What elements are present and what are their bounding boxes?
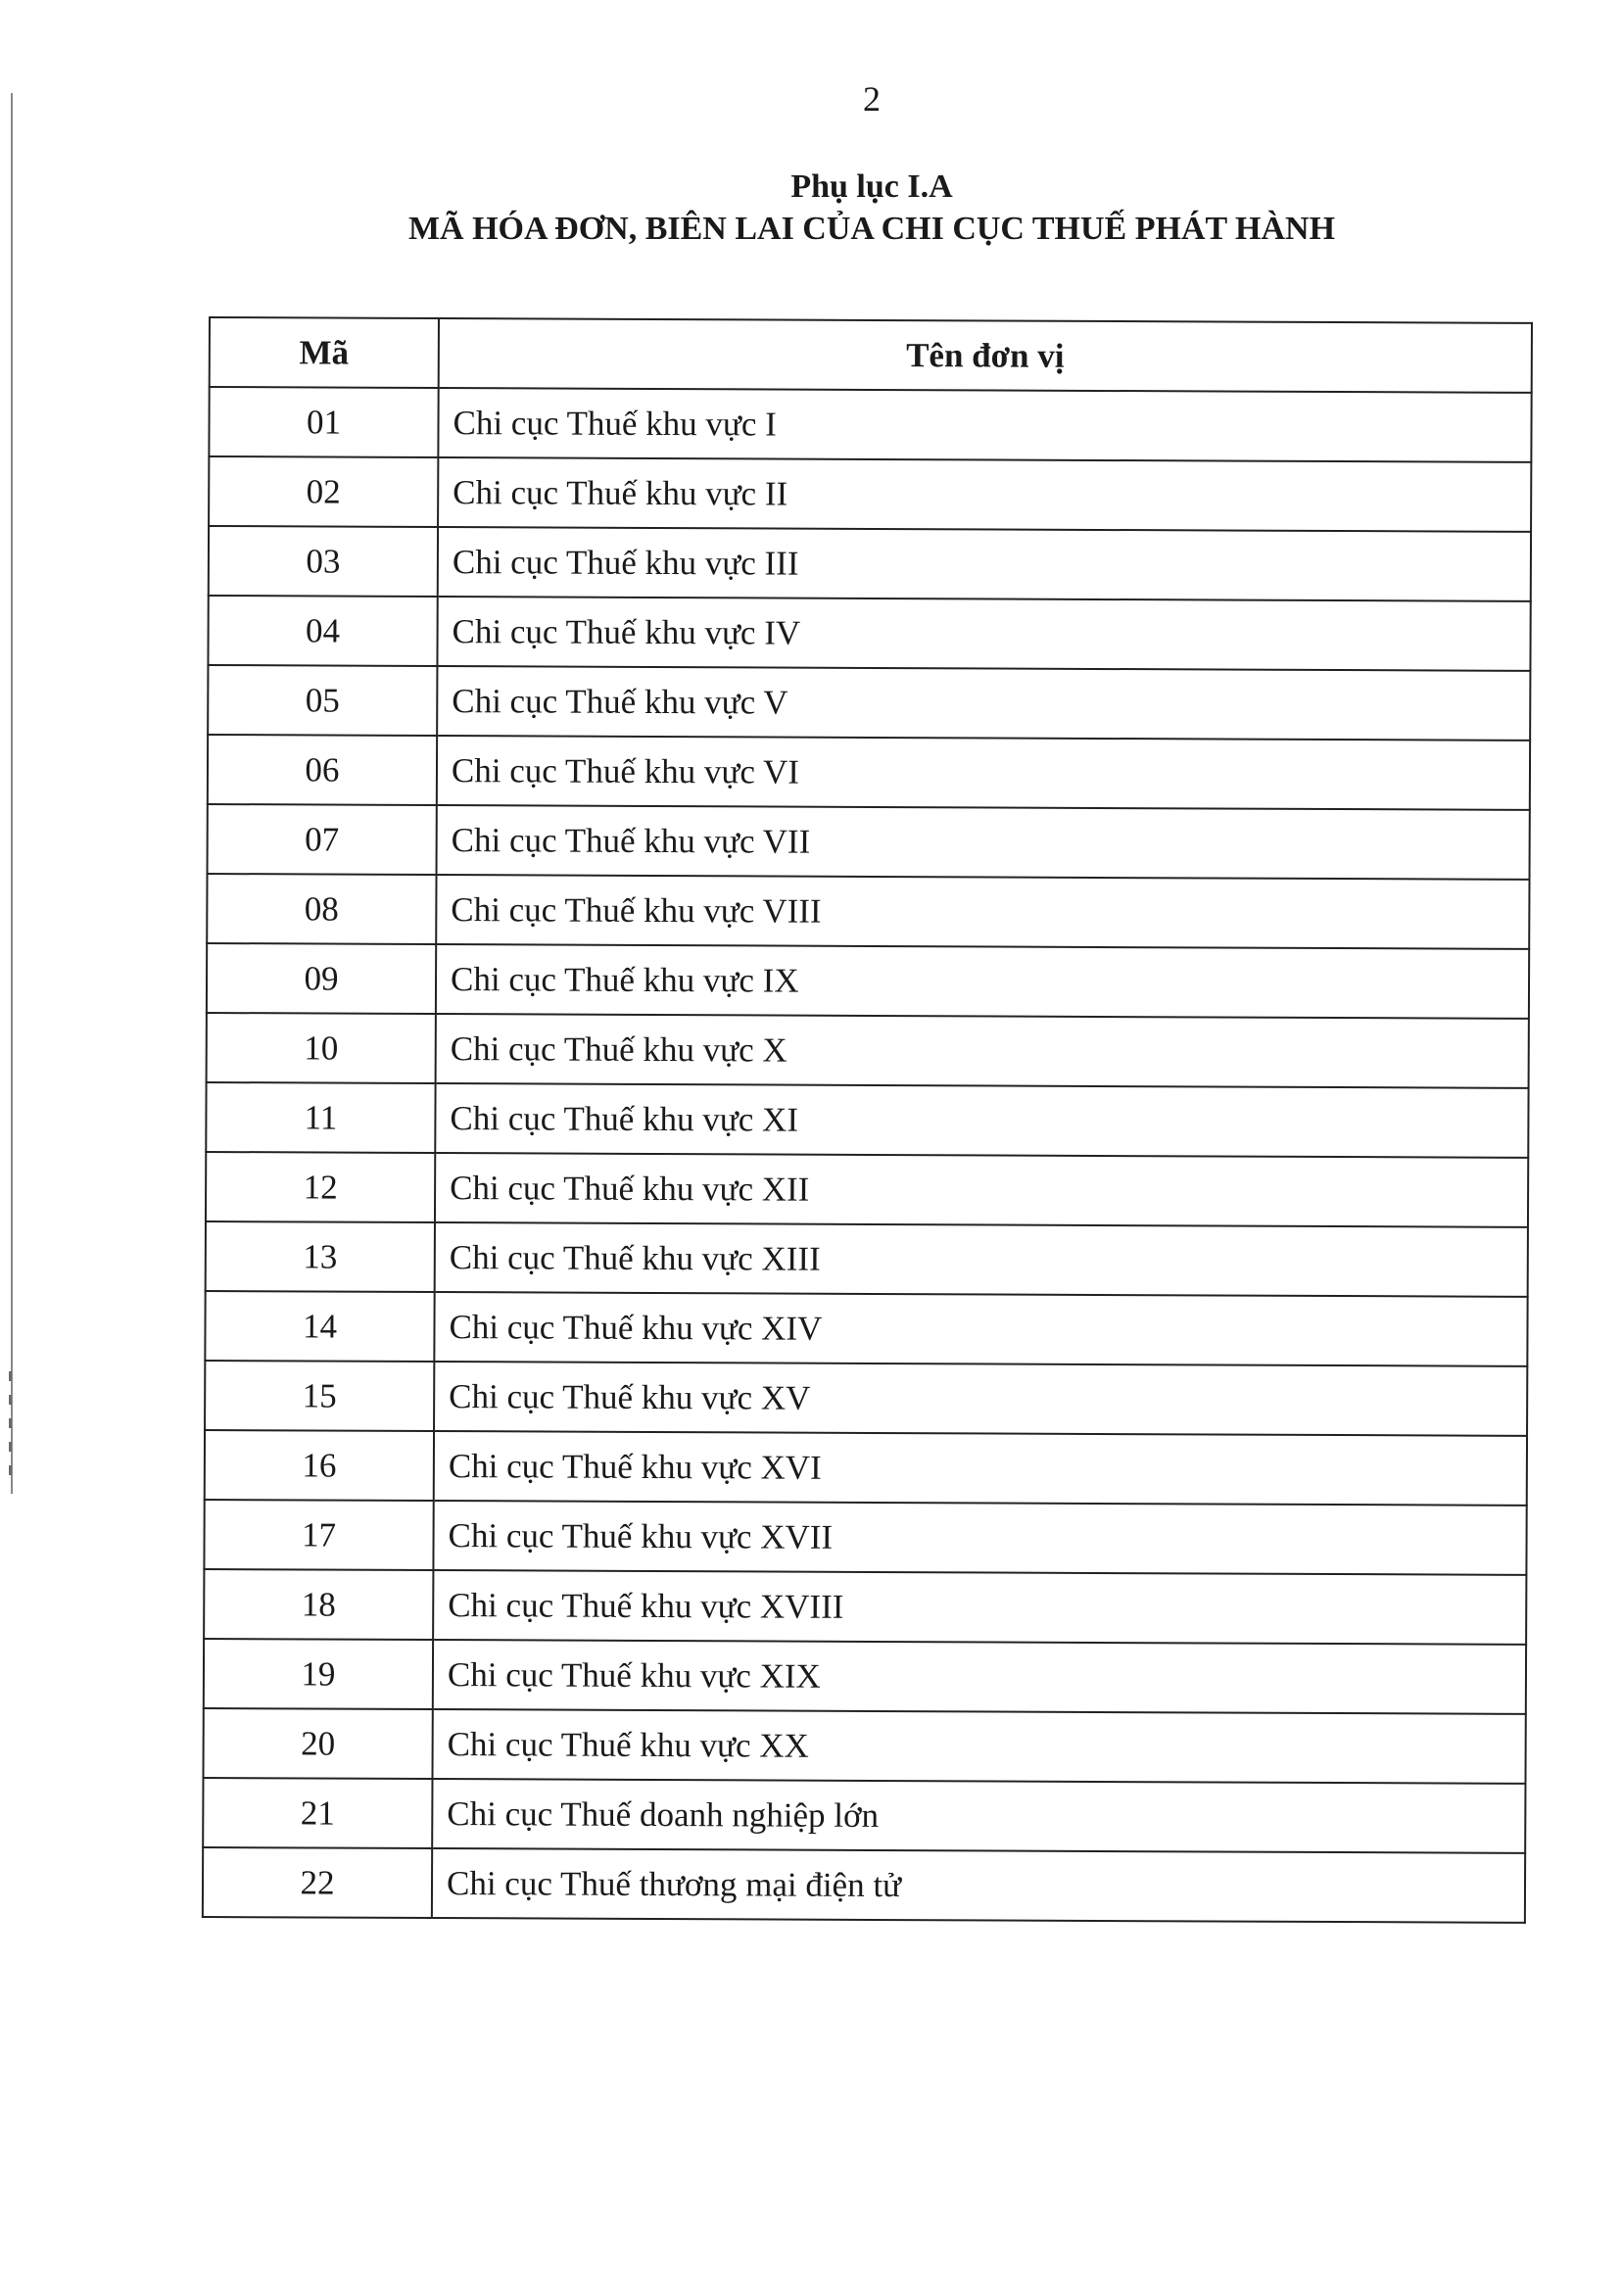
scan-margin-marks [8,1371,14,1508]
tax-office-code-table [202,316,1533,1924]
row-code-cell: 17 [204,1500,433,1570]
page-number: 2 [863,79,881,119]
row-unit-name-cell: Chi cục Thuế khu vực XX [432,1709,1525,1784]
row-code-cell: 18 [204,1569,433,1640]
row-code-cell: 07 [208,804,437,875]
row-unit-name-cell: Chi cục Thuế khu vực XI [435,1083,1528,1158]
row-code-cell: 09 [207,943,436,1014]
table-row [206,1152,1528,1227]
row-code-cell: 08 [207,874,436,944]
row-unit-name-cell: Chi cục Thuế khu vực XVI [434,1431,1527,1506]
row-unit-name-cell: Chi cục Thuế khu vực VI [437,736,1530,810]
table-row [204,1639,1526,1714]
row-code-cell: 03 [209,526,438,597]
table-row [205,1291,1527,1366]
table-row [206,1082,1528,1158]
row-unit-name-cell: Chi cục Thuế khu vực X [436,1014,1529,1088]
row-unit-name-cell: Chi cục Thuế khu vực VIII [436,875,1529,949]
row-unit-name-cell: Chi cục Thuế khu vực V [437,666,1530,741]
table-header-row [210,317,1532,393]
row-unit-name-cell: Chi cục Thuế khu vực I [438,388,1531,462]
row-unit-name-cell: Chi cục Thuế khu vực XIV [434,1292,1527,1366]
row-unit-name-cell: Chi cục Thuế thương mại điện tử [432,1848,1525,1923]
table-body [203,387,1532,1923]
row-unit-name-cell: Chi cục Thuế khu vực IV [437,597,1530,671]
row-code-cell: 06 [208,735,437,805]
table-row [208,804,1530,880]
table-row [208,735,1530,810]
row-code-cell: 13 [206,1221,435,1292]
table-row [204,1500,1526,1575]
appendix-subtitle: MÃ HÓA ĐƠN, BIÊN LAI CỦA CHI CỤC THUẾ PHÁT HÀNH [407,211,1336,247]
row-code-cell: 14 [205,1291,434,1362]
row-code-cell: 15 [205,1361,434,1431]
appendix-title: Phụ lục I.A [790,168,953,205]
table-row [205,1430,1527,1506]
header-code: Mã [210,317,439,388]
row-code-cell: 05 [208,665,437,736]
row-code-cell: 02 [209,456,438,527]
row-unit-name-cell: Chi cục Thuế khu vực XIX [433,1640,1526,1714]
row-unit-name-cell: Chi cục Thuế khu vực III [438,527,1531,601]
header-unit-name: Tên đơn vị [439,318,1532,393]
row-unit-name-cell: Chi cục Thuế khu vực XVIII [433,1570,1526,1645]
table-row [204,1569,1526,1645]
row-code-cell: 19 [204,1639,433,1709]
row-unit-name-cell: Chi cục Thuế khu vực XV [434,1362,1527,1436]
table-row [203,1778,1525,1853]
table-row [206,1221,1528,1297]
row-unit-name-cell: Chi cục Thuế doanh nghiệp lớn [432,1779,1525,1853]
table-row [205,1361,1527,1436]
table-row [209,456,1531,532]
row-unit-name-cell: Chi cục Thuế khu vực XII [435,1153,1528,1227]
row-code-cell: 12 [206,1152,435,1222]
row-unit-name-cell: Chi cục Thuế khu vực XIII [435,1222,1528,1297]
row-code-cell: 04 [208,596,437,666]
row-code-cell: 21 [203,1778,432,1848]
table-row [208,665,1530,741]
row-unit-name-cell: Chi cục Thuế khu vực VII [437,805,1530,880]
table-row [209,526,1531,601]
row-code-cell: 22 [203,1847,432,1918]
table-row [207,943,1529,1019]
table-header [210,317,1532,393]
table-row [203,1847,1525,1923]
table-row [208,596,1530,671]
row-unit-name-cell: Chi cục Thuế khu vực IX [436,944,1529,1019]
row-code-cell: 20 [203,1708,432,1779]
table-row [209,387,1531,462]
table-row [203,1708,1525,1784]
row-unit-name-cell: Chi cục Thuế khu vực II [438,457,1531,532]
table-row [207,874,1529,949]
row-code-cell: 01 [209,387,438,457]
row-code-cell: 10 [207,1013,436,1083]
row-code-cell: 11 [206,1082,435,1153]
row-unit-name-cell: Chi cục Thuế khu vực XVII [433,1501,1526,1575]
scan-margin-line [11,93,13,1494]
row-code-cell: 16 [205,1430,434,1501]
table-row [207,1013,1529,1088]
